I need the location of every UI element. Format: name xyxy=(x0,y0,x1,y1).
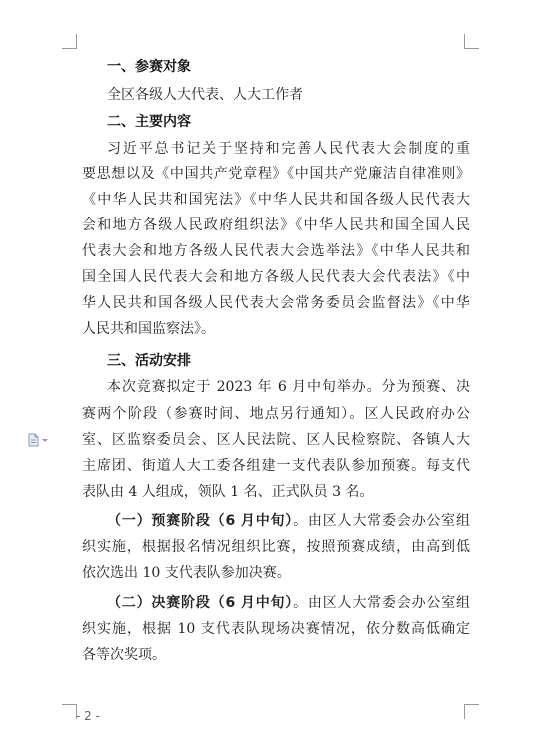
page-number: - 2 - xyxy=(76,709,100,723)
stage-preliminary-title: （一）预赛阶段（6 月中旬） xyxy=(107,513,294,529)
paragraph-line: 人民共和国监察法》。 xyxy=(82,321,215,337)
paragraph-line: 要思想以及《中国共产党章程》《中国共产党廉洁自律准则》 xyxy=(82,166,470,182)
paragraph-line: 主席团、街道人大工委各组建一支代表队参加预赛。每支代 xyxy=(82,458,470,474)
section-heading-schedule: 三、活动安排 xyxy=(107,353,191,369)
paragraph-line: 织实施，根据报名情况组织比赛，按照预赛成绩，由高到低 xyxy=(82,539,470,555)
section-body-participants: 全区各级人大代表、人大工作者 xyxy=(107,87,303,103)
crop-mark-bottom-left xyxy=(62,704,77,719)
paragraph-line: 织实施，根据 10 支代表队现场决赛情况，依分数高低确定 xyxy=(82,621,470,637)
crop-mark-top-left xyxy=(62,34,77,49)
section-heading-content: 二、主要内容 xyxy=(107,114,191,130)
stage-final-text: 。由区人大常委会办公室组 xyxy=(293,595,470,611)
crop-mark-bottom-right xyxy=(464,704,479,719)
stage-preliminary-line xyxy=(107,512,470,530)
paragraph-line: 本次竞赛拟定于 2023 年 6 月中旬举办。分为预赛、决 xyxy=(107,379,470,395)
crop-mark-top-right xyxy=(464,34,479,49)
paragraph-line: 华人民共和国各级人民代表大会常务委员会监督法》《中华 xyxy=(82,295,470,311)
paragraph-line: 习近平总书记关于坚持和完善人民代表大会制度的重 xyxy=(107,141,470,157)
paragraph-line: 代表大会和地方各级人民代表大会选举法》《中华人民共和 xyxy=(82,243,470,259)
paragraph-line: 会和地方各级人民政府组织法》《中华人民共和国全国人民 xyxy=(82,217,470,233)
section-heading-participants: 一、参赛对象 xyxy=(107,59,191,75)
paragraph-line: 表队由 4 人组成，领队 1 名、正式队员 3 名。 xyxy=(82,484,374,500)
paragraph-line: 《中华人民共和国宪法》《中华人民共和国各级人民代表大 xyxy=(82,192,470,208)
paragraph-line: 国全国人民代表大会和地方各级人民代表大会代表法》《中 xyxy=(82,269,470,285)
paragraph-line: 各等次奖项。 xyxy=(82,647,166,663)
paragraph-line: 赛两个阶段（参赛时间、地点另行通知）。区人民政府办公 xyxy=(82,406,470,422)
paragraph-line: 依次选出 10 支代表队参加决赛。 xyxy=(82,565,291,581)
document-options-icon xyxy=(28,433,50,447)
paragraph-line: 室、区监察委员会、区人民法院、区人民检察院、各镇人大 xyxy=(82,432,470,448)
stage-final-line xyxy=(107,594,470,612)
document-options-button[interactable] xyxy=(28,433,50,447)
stage-final-title: （二）决赛阶段（6 月中旬） xyxy=(107,595,294,611)
stage-preliminary-text: 。由区人大常委会办公室组 xyxy=(293,513,470,529)
